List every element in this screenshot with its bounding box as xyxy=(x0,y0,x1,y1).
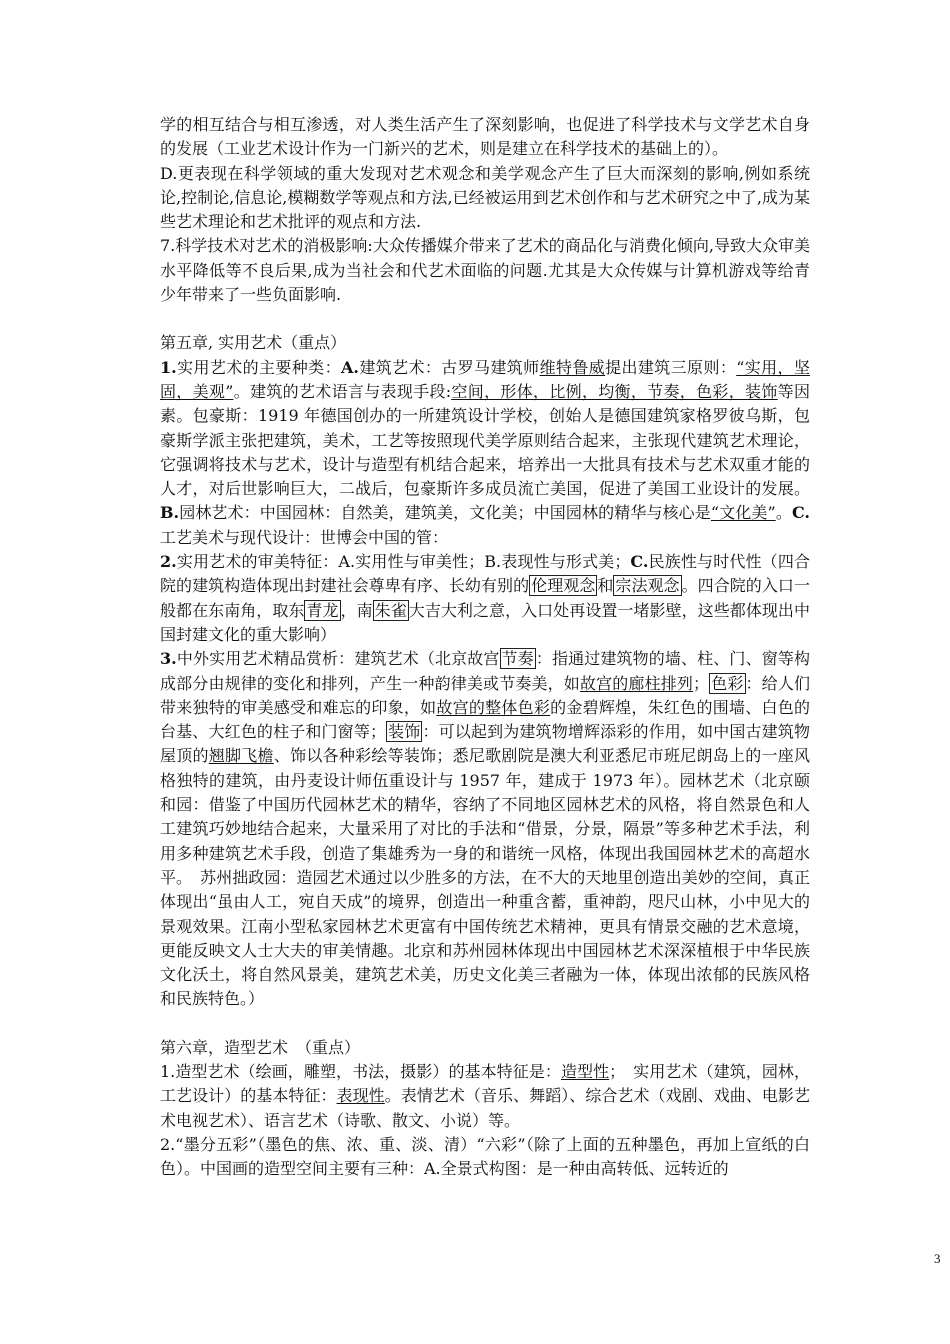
chapter-5-heading xyxy=(160,331,810,355)
text-run: 。四合院的入口一般都在东南角，取东 xyxy=(160,576,810,620)
document-body xyxy=(160,113,810,1181)
text-run: 实用艺术的主要种类： xyxy=(176,357,341,377)
text-run: 的金碧辉煌，朱红色的围墙、白色的台基、大红色的柱子和门窗等； xyxy=(160,697,810,742)
paragraph-gap xyxy=(160,1012,810,1036)
paragraph-practical-art-types xyxy=(160,356,810,550)
text-run: ； 实用艺术（建筑，园林，工艺设计）的基本特征： xyxy=(160,1061,810,1106)
paragraph-gap xyxy=(160,307,810,331)
boxed-term: 色彩 xyxy=(711,673,744,693)
page-number: 3 xyxy=(934,1251,941,1266)
heading-text: 第六章，造型艺术 （重点） xyxy=(160,1037,361,1057)
text-run: ：给人们带来独特的审美感受和难忘的印象，如 xyxy=(160,673,810,717)
text-run: 工艺美术与现代设计：世博会中国的管： xyxy=(160,527,449,547)
item-number: 1. xyxy=(160,357,177,377)
text-run: ，南 xyxy=(340,600,373,620)
text-run: ：指通过建筑物的墙、柱、门、窗等构成部分由规律的变化和排列，产生一种韵律美或节奏美，如 xyxy=(160,649,810,693)
boxed-term: 伦理观念 xyxy=(531,576,596,596)
underlined-term: “文化美” xyxy=(710,503,776,523)
paragraph-aesthetic-features xyxy=(160,550,810,647)
item-number: 3. xyxy=(160,649,177,669)
text-run: ：可以起到为建筑物增辉添彩的作用，如中国古建筑物屋顶的 xyxy=(160,722,810,766)
underlined-term: 造型性 xyxy=(560,1061,610,1081)
text-run: ； xyxy=(693,673,710,693)
text-run: 大吉大利之意，入口处再设置一堵影壁，这些都体现出中国封建文化的重大影响） xyxy=(160,600,810,644)
paragraph-science-discovery xyxy=(160,162,810,235)
text-run: 、饰以各种彩绘等装饰；悉尼歌剧院是澳大利亚悉尼市班尼朗岛上的一座风格独特的建筑，由丹麦设计师伍重设计与 1957 年，建成于 1973 年）。园林艺术（北京颐和园：借鉴了中国历代园林艺术的精华，容纳了不同地区园林艺术的风格，将自然景色和人工建筑巧妙地结合起来，大量采用了对比的手法和“借景，分景，隔景”等多种艺术手法，利用多种建筑艺术手段，创造了集雄秀为一身的和谐统一风格，体现出我国园林艺术的高超水平。 苏州拙政园：造园艺术通过以少胜多的方法，在不大的天地里创造出美妙的空间，真正体现出“虽由人工，宛自天成”的境界，创造出一种重含蓄，重神韵，咫尺山林，小中见大的景观效果。江南小型私家园林艺术更富有中国传统艺术精神，更具有情景交融的艺术意境，更能反映文人士大夫的审美情趣。北京和苏州园林体现出中国园林艺术深深植根于中华民族文化沃土，将自然风景美，建筑艺术美，历史文化美三者融为一体，体现出浓郁的民族风格和民族特色。） xyxy=(160,746,810,1009)
paragraph-negative-impact xyxy=(160,234,810,307)
text-run: 。表情艺术（音乐、舞蹈）、综合艺术（戏剧、戏曲、电影艺术电视艺术）、语言艺术（诗歌、散文、小说）等。 xyxy=(160,1086,810,1130)
text-run: 和 xyxy=(597,576,614,596)
paragraph-masterpieces xyxy=(160,647,810,1011)
underlined-term: 空间，形体，比例，均衡，节奏，色彩，装饰 xyxy=(451,381,778,401)
text-run: 等因素。包豪斯：1919 年德国创办的一所建筑设计学校，创始人是德国建筑家格罗彼乌斯，包豪斯学派主张把建筑，美术，工艺等按照现代美学原则结合起来，主张现代建筑艺术理论，它强调将技术与艺术，设计与造型有机结合起来，培养出一大批具有技术与艺术双重才能的人才，对后世影响巨大，二战后，包豪斯许多成员流亡美国，促进了美国工业设计的发展。 xyxy=(160,381,810,499)
heading-text: 第五章, 实用艺术（重点） xyxy=(160,333,347,353)
text-run: 民族性与时代性（四合院的建筑构造体现出封建社会尊卑有序、长幼有别的 xyxy=(160,552,810,596)
text-run: 。建筑的艺术语言与表现手段: xyxy=(233,381,452,401)
paragraph-plastic-art-features xyxy=(160,1060,810,1133)
text-run: 。 xyxy=(775,503,792,523)
boxed-term: 朱雀 xyxy=(374,600,407,620)
text-run: 学的相互结合与相互渗透，对人类生活产生了深刻影响，也促进了科学技术与文学艺术自身的发展（工业艺术设计作为一门新兴的艺术，则是建立在科学技术的基础上的）。 xyxy=(160,115,810,159)
paragraph-ink-colors xyxy=(160,1133,810,1182)
item-letter: B. xyxy=(160,503,180,523)
item-letter: A. xyxy=(340,357,359,377)
text-run: 中外实用艺术精品赏析：建筑艺术（北京故宫 xyxy=(176,649,500,669)
underlined-term: 故宫的廊柱排列 xyxy=(579,673,694,693)
underlined-term: 维特鲁威 xyxy=(539,357,606,377)
underlined-term: 表现性 xyxy=(336,1086,385,1106)
boxed-term: 装饰 xyxy=(388,722,421,742)
item-letter: C. xyxy=(630,552,649,572)
text-run: D.更表现在科学领域的重大发现对艺术观念和美学观念产生了巨大而深刻的影响,例如系统论,控制论,信息论,模糊数学等观点和方法,已经被运用到艺术创作和与艺术研究之中了,成为某些艺术理论和艺术批评的观点和方法. xyxy=(160,163,810,232)
underlined-term: 故宫的整体色彩 xyxy=(436,697,551,717)
boxed-term: 宗法观念 xyxy=(615,576,680,596)
underlined-term: “实用，坚固，美观” xyxy=(160,357,810,401)
text-run: 1.造型艺术（绘画，雕塑，书法，摄影）的基本特征是： xyxy=(160,1061,561,1081)
chapter-6-heading xyxy=(160,1036,810,1060)
text-run: 提出建筑三原则： xyxy=(605,357,737,377)
item-letter: C. xyxy=(791,503,810,523)
text-run: 实用艺术的审美特征：A.实用性与审美性；B.表现性与形式美； xyxy=(176,552,631,572)
text-run: 2.“墨分五彩”（墨色的焦、浓、重、淡、清）“六彩”（除了上面的五种墨色，再加上宣纸的白色）。中国画的造型空间主要有三种：A.全景式构图：是一种由高转低、远转近的 xyxy=(160,1134,810,1179)
text-run: 园林艺术：中国园林：自然美，建筑美，文化美；中国园林的精华与核心是 xyxy=(179,503,711,523)
underlined-term: 翘脚飞檐 xyxy=(208,746,274,766)
boxed-term: 节奏 xyxy=(501,649,534,669)
text-run: 7.科学技术对艺术的消极影响:大众传播媒介带来了艺术的商品化与消费化倾向,导致大众审美水平降低等不良后果,成为当社会和代艺术面临的问题.尤其是大众传媒与计算机游戏等给青少年带来了一些负面影响. xyxy=(160,236,810,305)
item-number: 2. xyxy=(160,552,177,572)
paragraph-science-art-cont xyxy=(160,113,810,162)
boxed-term: 青龙 xyxy=(306,600,339,620)
text-run: 建筑艺术：古罗马建筑师 xyxy=(358,357,540,377)
